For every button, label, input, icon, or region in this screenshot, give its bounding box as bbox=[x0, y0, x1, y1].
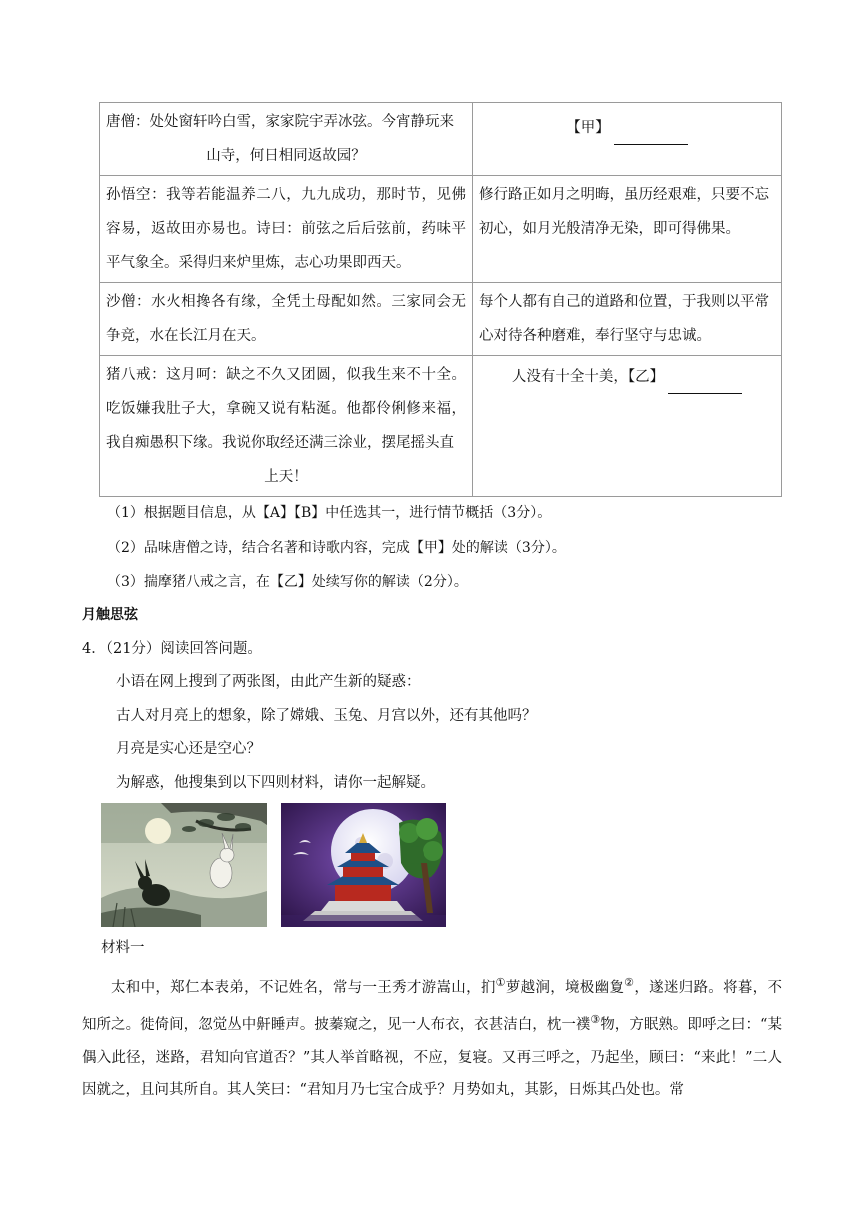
table-cell-tangseng bbox=[100, 103, 473, 176]
intro-line: 古人对月亮上的想象，除了嫦娥、玉兔、月宫以外，还有其他吗？ bbox=[116, 708, 537, 724]
intro-line: 小语在网上搜到了两张图，由此产生新的疑惑： bbox=[116, 674, 421, 690]
material-one-text bbox=[82, 967, 782, 1107]
material-text-part: ，遂迷归路。将暮，不知所之。徙倚间，忽觉丛中鼾睡声。披蓁窥之，见一人布衣，衣甚洁白，枕一襆 bbox=[82, 979, 782, 1034]
table-cell-wukong-interpretation bbox=[473, 176, 782, 283]
tangseng-poem: 唐僧：处处窗轩吟白雪，家家院宇弄冰弦。今宵静玩来 bbox=[106, 114, 454, 130]
tangseng-poem-end: 山寺，何日相同返故园？ bbox=[206, 148, 366, 164]
note-marker-1: ① bbox=[495, 976, 506, 989]
yi-label: 人没有十全十美，【乙】 bbox=[511, 369, 665, 385]
jia-label: 【甲】 bbox=[566, 120, 610, 136]
section-title: 月触思弦 bbox=[82, 607, 138, 623]
wukong-text: 孙悟空：我等若能温养二八，九九成功，那时节，见佛容易，返故田亦易也。诗曰：前弦之后后弦前，药味平平气象全。采得归来炉里炼，志心功果即西天。 bbox=[106, 187, 466, 271]
intro-line: 月亮是实心还是空心？ bbox=[116, 741, 261, 757]
question-3: （3）揣摩猪八戒之言，在【乙】处续写你的解读（2分）。 bbox=[107, 574, 468, 590]
table-cell-wukong bbox=[100, 176, 473, 283]
table-cell-jia bbox=[473, 103, 782, 176]
material-label: 材料一 bbox=[101, 940, 145, 956]
question-2: （2）品味唐僧之诗，结合名著和诗歌内容，完成【甲】处的解读（3分）。 bbox=[107, 540, 566, 556]
table-row bbox=[100, 176, 782, 283]
table-cell-shaseng-interpretation bbox=[473, 283, 782, 356]
table-row bbox=[100, 283, 782, 356]
intro-line: 为解惑，他搜集到以下四则材料，请你一起解疑。 bbox=[116, 775, 435, 791]
shaseng-text: 沙僧：水火相搀各有缘，全凭土母配如然。三家同会无争竞，水在长江月在天。 bbox=[106, 294, 466, 344]
shaseng-interpretation: 每个人都有自己的道路和位置，于我则以平常心对待各种磨难，奉行坚守与忠诚。 bbox=[479, 294, 769, 344]
material-text-part: 萝越涧，境极幽夐 bbox=[505, 979, 625, 996]
note-marker-3: ③ bbox=[590, 1013, 601, 1027]
wukong-interpretation: 修行路正如月之明晦，虽历经艰难，只要不忘初心，如月光般清净无染，即可得佛果。 bbox=[479, 187, 769, 237]
table-row bbox=[100, 103, 782, 176]
jia-blank-line[interactable] bbox=[614, 124, 688, 145]
journey-west-table bbox=[99, 102, 782, 497]
table-cell-shaseng bbox=[100, 283, 473, 356]
note-marker-2: ② bbox=[624, 976, 635, 989]
table-row bbox=[100, 356, 782, 497]
yi-blank-line[interactable] bbox=[668, 373, 742, 394]
table-cell-bajie bbox=[100, 356, 473, 497]
table-cell-yi bbox=[473, 356, 782, 497]
bajie-text: 猪八戒：这月呵：缺之不久又团圆，似我生来不十全。吃饭嫌我肚子大，拿碗又说有粘涎。他都伶俐修来福，我自痴愚积下缘。我说你取经还满三涂业，摆尾摇头直 bbox=[106, 367, 466, 451]
temple-moon-picture-image bbox=[281, 803, 446, 927]
bajie-text-end: 上天！ bbox=[264, 469, 308, 485]
rabbits-moon-painting-image bbox=[101, 803, 267, 927]
material-text-part: 太和中，郑仁本表弟，不记姓名，常与一王秀才游嵩山，扪 bbox=[111, 979, 496, 996]
material-text-part: 物，方眠熟。即呼之曰：“某偶入此径，迷路，君知向官道否？”其人举首略视，不应，复寝。又再三呼之，乃起坐，顾曰：“来此！”二人因就之，且问其所自。其人笑曰：“君知月乃七宝合成乎？月势如丸，其影，日烁其凸处也。常 bbox=[82, 1017, 782, 1099]
question-1: （1）根据题目信息，从【A】【B】中任选其一，进行情节概括（3分）。 bbox=[107, 505, 552, 521]
question-4-header: 4．（21分）阅读回答问题。 bbox=[82, 641, 262, 657]
